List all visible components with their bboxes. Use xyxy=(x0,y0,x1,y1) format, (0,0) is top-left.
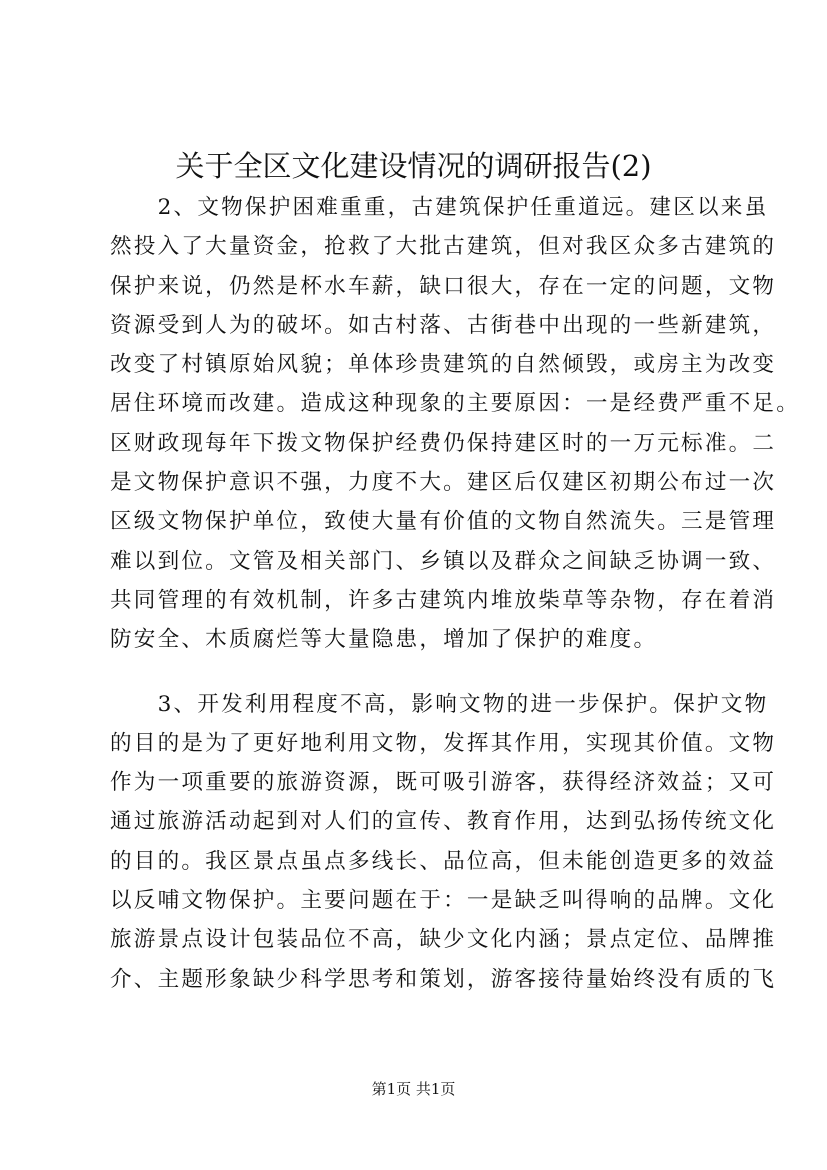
text-line: 资源受到人为的破坏。如古村落、古街巷中出现的一些新建筑， xyxy=(110,312,777,338)
text-line: 的目的。我区景点虽点多线长、品位高，但未能创造更多的效益 xyxy=(110,848,777,874)
text-line: 防安全、木质腐烂等大量隐患，增加了保护的难度。 xyxy=(110,627,658,653)
text-line: 然投入了大量资金，抢救了大批古建筑，但对我区众多古建筑的 xyxy=(110,234,777,260)
text-line: 区级文物保护单位，致使大量有价值的文物自然流失。三是管理 xyxy=(110,509,777,535)
paragraph-2 xyxy=(110,685,777,999)
document-body xyxy=(110,188,801,999)
text-line: 共同管理的有效机制，许多古建筑内堆放柴草等杂物，存在着消 xyxy=(110,587,777,613)
text-line: 区财政现每年下拨文物保护经费仍保持建区时的一万元标准。二 xyxy=(110,430,777,456)
text-line: 2、文物保护困难重重，古建筑保护任重道远。建区以来虽 xyxy=(110,195,769,220)
text-line: 的目的是为了更好地利用文物，发挥其作用，实现其价值。文物 xyxy=(110,730,777,756)
document-title: 关于全区文化建设情况的调研报告(2) xyxy=(175,149,652,183)
text-line: 保护来说，仍然是杯水车薪，缺口很大，存在一定的问题，文物 xyxy=(110,273,777,299)
text-line: 以反哺文物保护。主要问题在于：一是缺乏叫得响的品牌。文化 xyxy=(110,888,777,914)
text-line: 作为一项重要的旅游资源，既可吸引游客，获得经济效益；又可 xyxy=(110,770,777,796)
page-footer: 第1页 共1页 xyxy=(371,1080,456,1098)
text-line: 通过旅游活动起到对人们的宣传、教育作用，达到弘扬传统文化 xyxy=(110,809,777,835)
text-line: 旅游景点设计包装品位不高，缺少文化内涵；景点定位、品牌推 xyxy=(110,927,777,953)
text-line: 改变了村镇原始风貌；单体珍贵建筑的自然倾毁，或房主为改变 xyxy=(110,352,777,378)
text-line: 难以到位。文管及相关部门、乡镇以及群众之间缺乏协调一致、 xyxy=(110,548,777,574)
text-line: 介、主题形象缺少科学思考和策划，游客接待量始终没有质的飞 xyxy=(110,966,777,992)
text-line: 3、开发利用程度不高，影响文物的进一步保护。保护文物 xyxy=(110,691,769,717)
text-line: 居住环境而改建。造成这种现象的主要原因：一是经费严重不足。 xyxy=(110,391,801,417)
paragraph-1 xyxy=(110,188,801,660)
paragraph-spacer xyxy=(110,660,740,685)
text-line: 是文物保护意识不强，力度不大。建区后仅建区初期公布过一次 xyxy=(110,470,777,496)
